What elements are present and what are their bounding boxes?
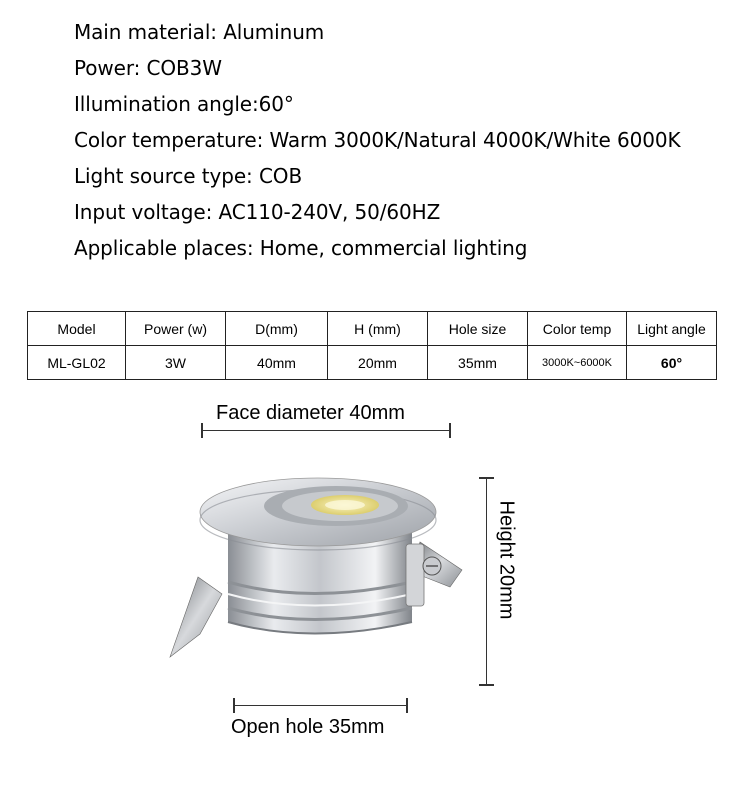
face-diameter-tick-right <box>449 423 451 438</box>
height-tick-top <box>479 477 494 479</box>
height-tick-bottom <box>479 684 494 686</box>
spec-main-material: Main material: Aluminum <box>74 20 325 44</box>
table-header-cell: Hole size <box>428 312 528 346</box>
table-header-row <box>28 312 717 346</box>
spec-light-source-type: Light source type: COB <box>74 164 303 188</box>
screw-bracket <box>406 544 424 606</box>
spec-input-voltage: Input voltage: AC110-240V, 50/60HZ <box>74 200 441 224</box>
table-header-cell: Color temp <box>528 312 627 346</box>
table-header-cell: Model <box>28 312 126 346</box>
table-header-cell: H (mm) <box>328 312 428 346</box>
spec-applicable-places: Applicable places: Home, commercial lighting <box>74 236 528 260</box>
open-hole-line <box>233 705 408 706</box>
spec-power: Power: COB3W <box>74 56 222 80</box>
height-label: Height 20mm <box>495 500 518 620</box>
spec-table <box>27 311 717 380</box>
table-cell-diameter: 40mm <box>226 346 328 380</box>
face-diameter-label: Face diameter 40mm <box>216 402 405 424</box>
open-hole-tick-right <box>406 698 408 713</box>
spec-list <box>74 14 681 266</box>
face-diameter-tick-left <box>201 423 203 438</box>
table-cell-hole-size: 35mm <box>428 346 528 380</box>
spec-illumination-angle: Illumination angle:60° <box>74 92 294 116</box>
face-diameter-line <box>201 430 451 431</box>
table-header-cell: D(mm) <box>226 312 328 346</box>
spec-color-temperature: Color temperature: Warm 3000K/Natural 4000K/White 6000K <box>74 128 681 152</box>
table-cell-light-angle: 60° <box>627 346 717 380</box>
table-cell-color-temp: 3000K~6000K <box>528 346 627 380</box>
left-spring-clip <box>170 577 222 657</box>
downlight-product-image <box>150 462 480 662</box>
height-line <box>486 478 487 685</box>
table-cell-height: 20mm <box>328 346 428 380</box>
table-header-cell: Light angle <box>627 312 717 346</box>
table-cell-power: 3W <box>126 346 226 380</box>
table-cell-model: ML-GL02 <box>28 346 126 380</box>
open-hole-tick-left <box>233 698 235 713</box>
open-hole-label: Open hole 35mm <box>231 716 385 738</box>
table-header-cell: Power (w) <box>126 312 226 346</box>
table-row <box>28 346 717 380</box>
